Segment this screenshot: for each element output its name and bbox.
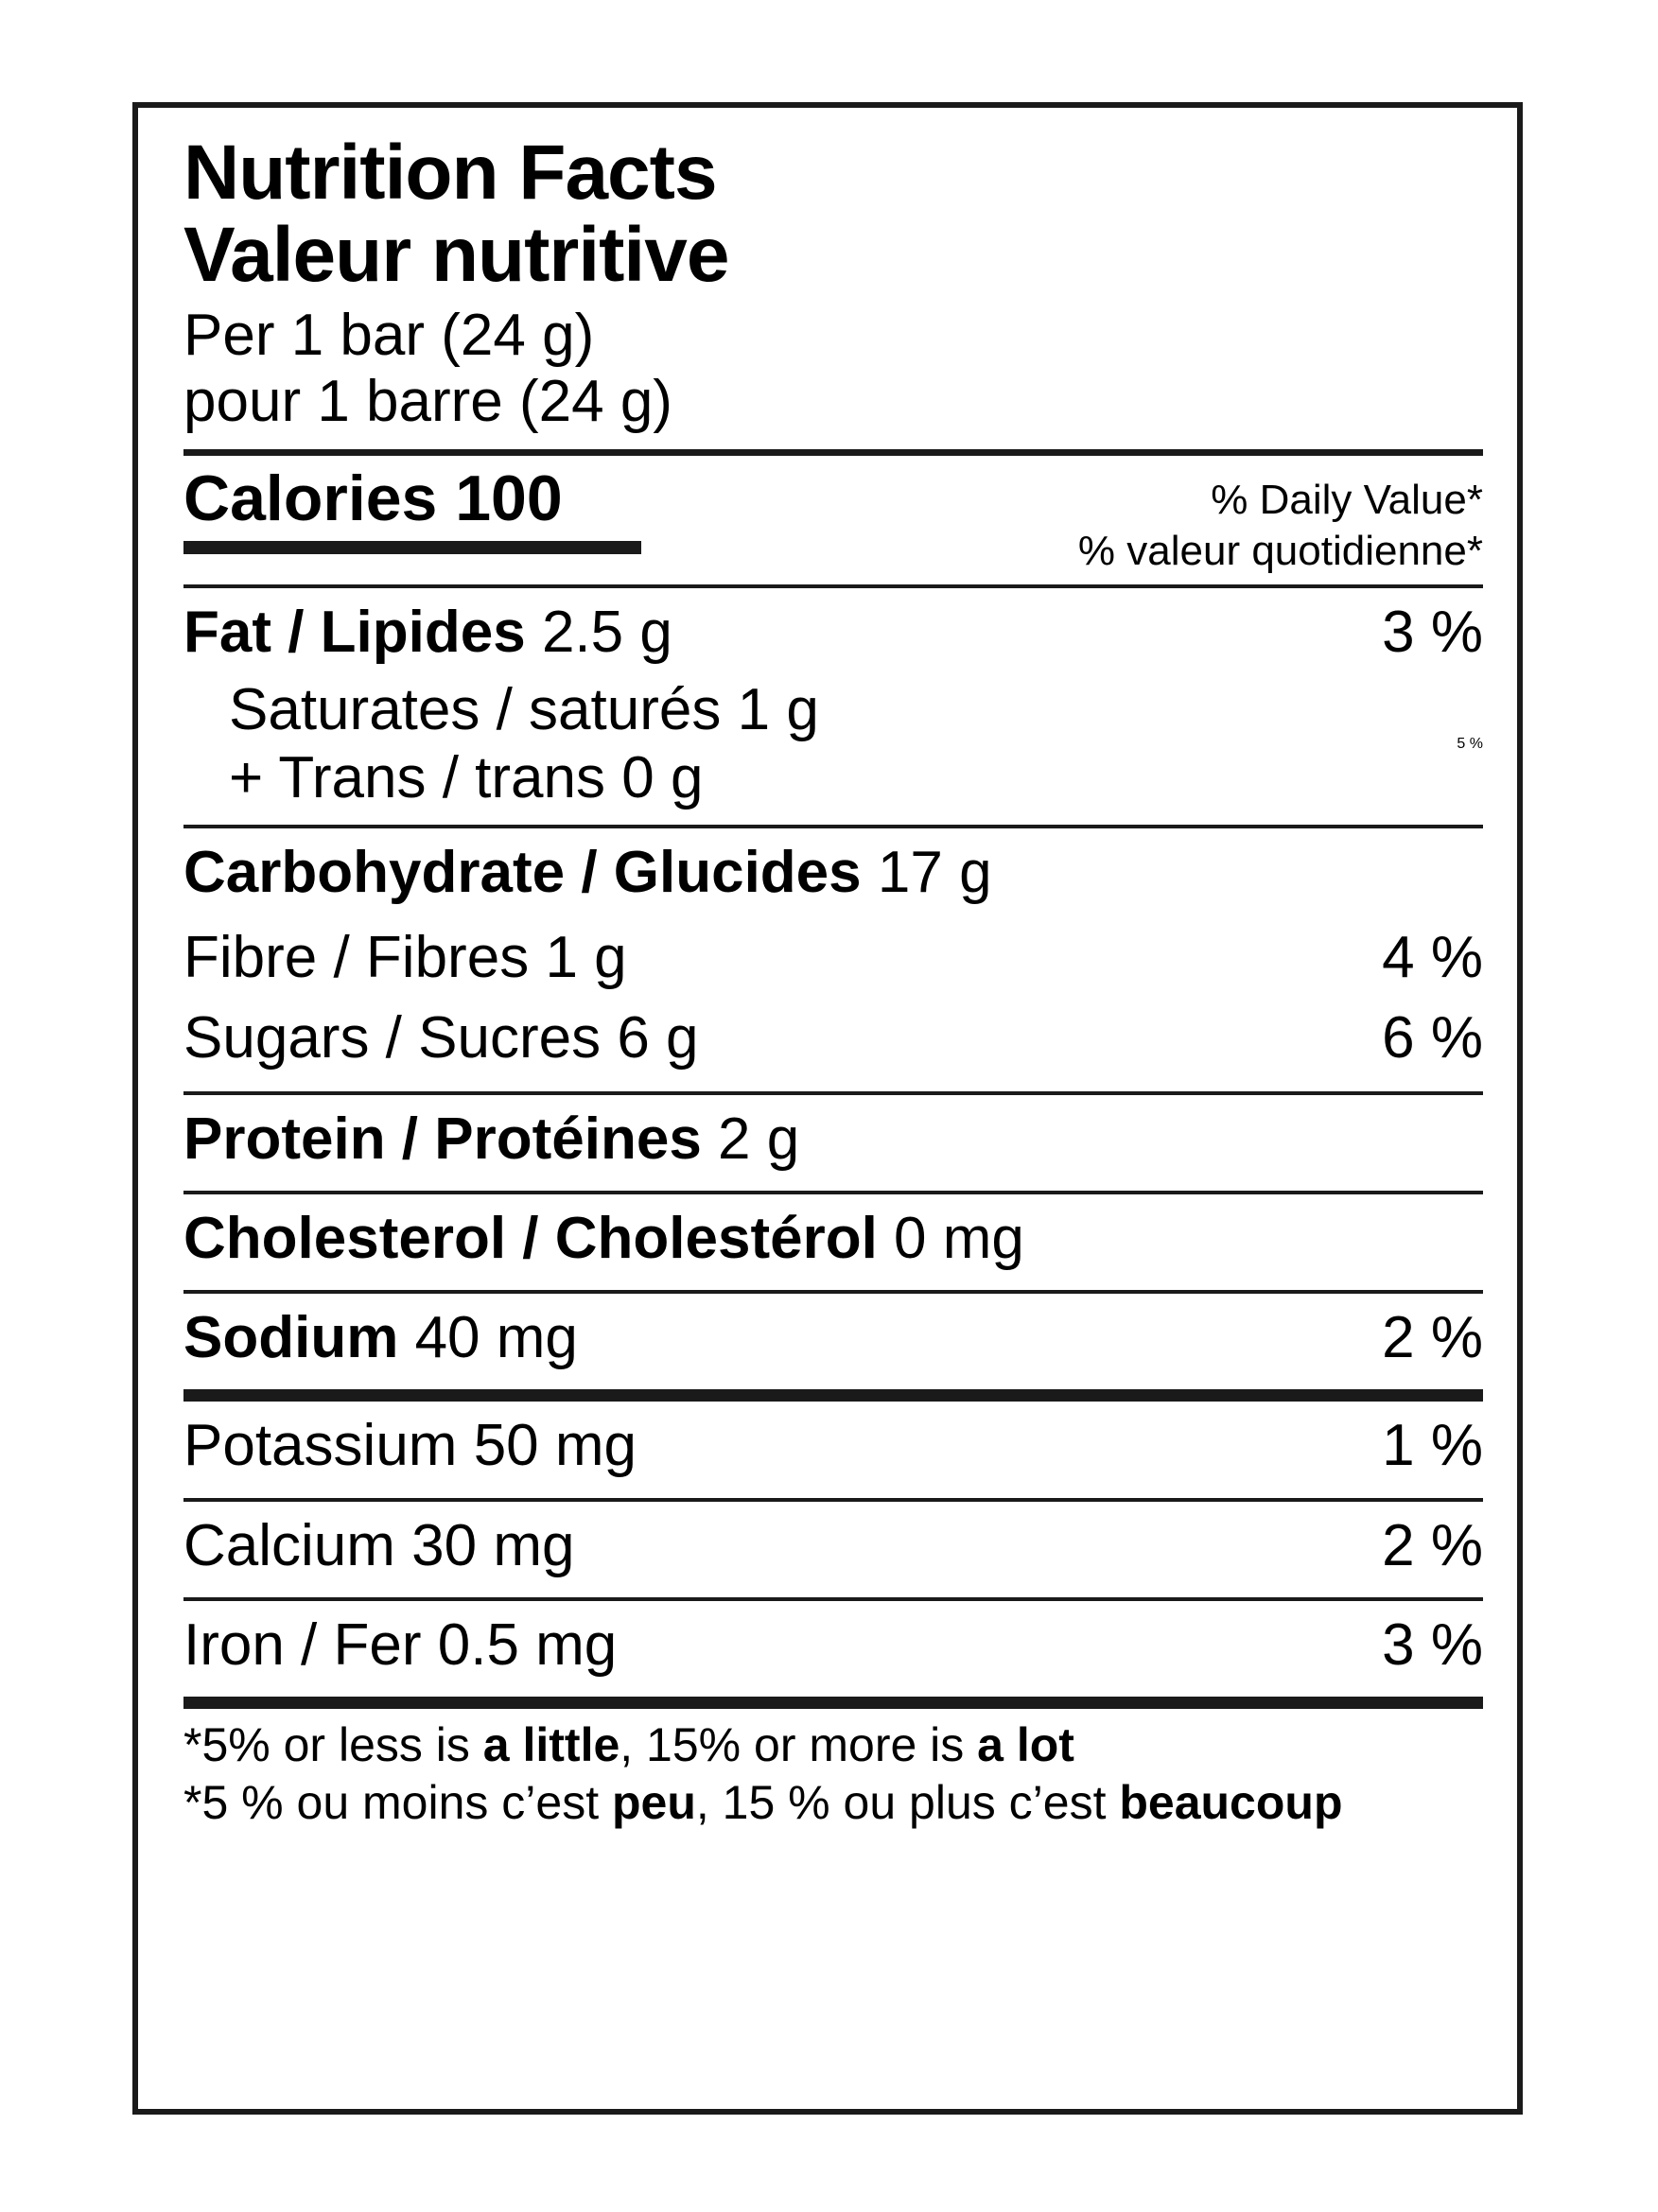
- iron-dv: 3 %: [1382, 1611, 1483, 1678]
- calories-row: [183, 456, 1483, 576]
- iron-name: Iron / Fer: [183, 1611, 422, 1678]
- table-row-potassium: [183, 1402, 1483, 1489]
- sugars-name: Sugars / Sucres: [183, 1004, 602, 1071]
- saturates-dv: 5 %: [1457, 735, 1483, 752]
- fibre-name: Fibre / Fibres: [183, 924, 530, 990]
- sugars-dv: 6 %: [1382, 1004, 1483, 1071]
- fibre-amount: 1 g: [545, 924, 627, 990]
- saturates-label: [229, 676, 819, 744]
- fibre-label: [183, 923, 627, 992]
- trans-label: [229, 744, 819, 812]
- sugars-amount: 6 g: [617, 1004, 699, 1071]
- footnote-en-strong2: a lot: [977, 1717, 1074, 1771]
- footnote-en-part1: *5% or less is: [183, 1717, 483, 1771]
- divider-minerals: [183, 1389, 1483, 1402]
- spacer: [183, 577, 1483, 584]
- spacer: [183, 1709, 1483, 1716]
- trans-name: + Trans / trans: [229, 744, 606, 810]
- potassium-amount: 50 mg: [473, 1413, 637, 1479]
- saturates-name: Saturates / saturés: [229, 676, 722, 742]
- sodium-amount: 40 mg: [414, 1305, 578, 1371]
- cholesterol-label: [183, 1204, 1024, 1273]
- potassium-dv: 1 %: [1382, 1413, 1483, 1479]
- footnote-english: [183, 1716, 1483, 1774]
- daily-value-header: [1078, 465, 1483, 576]
- potassium-label: [183, 1411, 637, 1480]
- calories-label: Calories 100: [183, 462, 563, 535]
- protein-label: [183, 1105, 799, 1174]
- nutrition-facts-panel: [132, 102, 1523, 2115]
- table-row-protein: [183, 1095, 1483, 1183]
- serving-size-english: Per 1 bar (24 g): [183, 302, 595, 368]
- table-row-calcium: [183, 1502, 1483, 1590]
- table-row-cholesterol: [183, 1194, 1483, 1282]
- sodium-label: [183, 1303, 578, 1372]
- page-title: Nutrition Facts: [183, 130, 717, 216]
- sodium-dv: 2 %: [1382, 1305, 1483, 1371]
- calcium-name: Calcium: [183, 1512, 395, 1578]
- fat-label: [183, 598, 672, 667]
- carbohydrate-amount: 17 g: [877, 840, 992, 906]
- table-row-carbohydrate: [183, 828, 1483, 916]
- footnote-en-part2: , 15% or more is: [620, 1717, 978, 1771]
- footnote-french: [183, 1774, 1483, 1832]
- table-row-fibre: [183, 917, 1483, 998]
- table-row-fat: [183, 588, 1483, 676]
- fat-amount: 2.5 g: [541, 599, 672, 665]
- protein-name: Protein / Protéines: [183, 1106, 702, 1172]
- potassium-name: Potassium: [183, 1413, 458, 1479]
- calories-underline: [183, 541, 641, 554]
- spacer: [183, 1078, 1483, 1091]
- footnote-fr-part1: *5 % ou moins c’est: [183, 1775, 612, 1829]
- fibre-dv: 4 %: [1382, 924, 1483, 990]
- spacer: [183, 436, 1483, 449]
- cholesterol-name: Cholesterol / Cholestérol: [183, 1206, 878, 1272]
- divider-footnote: [183, 1697, 1483, 1709]
- sodium-name: Sodium: [183, 1305, 399, 1371]
- divider-top: [183, 449, 1483, 456]
- iron-label: [183, 1611, 617, 1680]
- calcium-label: [183, 1511, 575, 1580]
- fat-dv: 3 %: [1382, 599, 1483, 665]
- daily-value-header-french: % valeur quotidienne*: [1077, 527, 1483, 574]
- page-title-french: Valeur nutritive: [183, 211, 729, 298]
- carbohydrate-name: Carbohydrate / Glucides: [183, 840, 862, 906]
- footnote-fr-part2: , 15 % ou plus c’est: [695, 1775, 1120, 1829]
- spacer: [183, 1689, 1483, 1697]
- footnote-en-strong1: a little: [482, 1717, 620, 1771]
- footnote-fr-strong1: peu: [611, 1775, 696, 1829]
- nutrition-facts-content: [183, 132, 1483, 1832]
- footnote-fr-strong2: beaucoup: [1119, 1775, 1343, 1829]
- protein-amount: 2 g: [718, 1106, 800, 1172]
- table-row-sugars: [183, 998, 1483, 1078]
- sugars-label: [183, 1003, 699, 1072]
- table-row-sodium: [183, 1294, 1483, 1382]
- table-row-iron: [183, 1601, 1483, 1689]
- daily-value-header-english: % Daily Value*: [1211, 477, 1483, 524]
- fat-name: Fat / Lipides: [183, 599, 526, 665]
- saturates-trans-labels: [183, 676, 819, 812]
- cholesterol-amount: 0 mg: [894, 1206, 1024, 1272]
- spacer: [183, 811, 1483, 825]
- carbohydrate-label: [183, 838, 992, 907]
- spacer: [183, 1382, 1483, 1389]
- saturates-amount: 1 g: [737, 676, 819, 742]
- spacer: [183, 1590, 1483, 1597]
- iron-amount: 0.5 mg: [437, 1611, 618, 1678]
- calcium-dv: 2 %: [1382, 1512, 1483, 1578]
- spacer: [183, 1183, 1483, 1191]
- spacer: [183, 1490, 1483, 1498]
- serving-size-french: pour 1 barre (24 g): [183, 369, 672, 435]
- calcium-amount: 30 mg: [411, 1512, 575, 1578]
- trans-amount: 0 g: [621, 744, 704, 810]
- spacer: [183, 1282, 1483, 1290]
- table-row-saturates-trans: [183, 676, 1483, 812]
